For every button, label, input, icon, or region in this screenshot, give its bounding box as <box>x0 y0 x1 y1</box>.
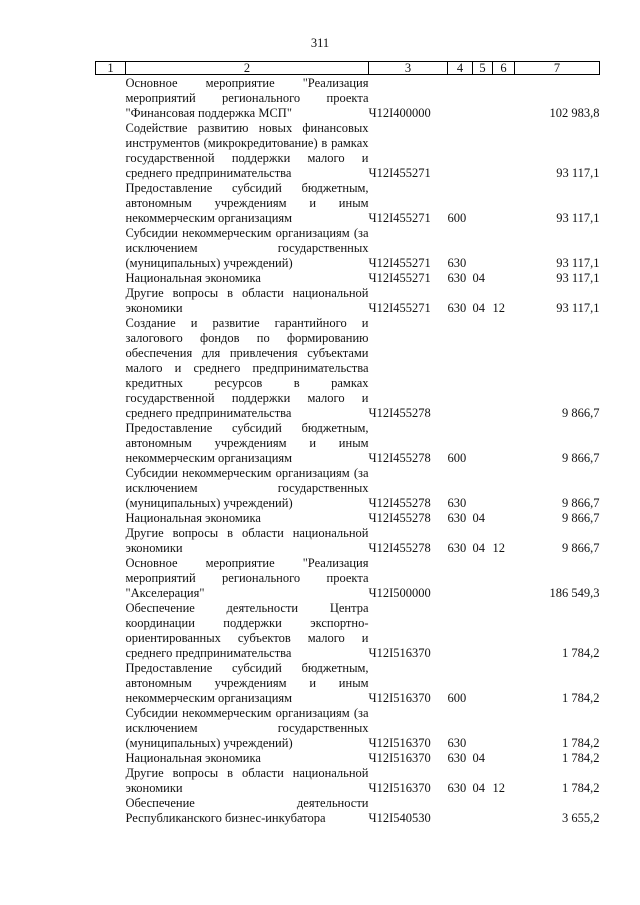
row-target-code: Ч12I455278 <box>368 451 431 465</box>
row-subsection <box>493 271 515 286</box>
row-subsection <box>493 121 515 181</box>
row-target-code: Ч12I540530 <box>368 811 431 825</box>
row-name: Обеспечение деятельности Республиканского бизнес-инкубатора <box>125 796 369 825</box>
row-name: Обеспечение деятельности Центра координации поддержки экспортно-ориентированных субъектов малого и среднего предпринимательства <box>125 601 369 660</box>
row-subsection <box>493 601 515 661</box>
table-row <box>96 316 600 421</box>
row-target-code: Ч12I516370 <box>368 691 431 705</box>
row-expense-type: 630 <box>447 736 467 750</box>
table-row <box>96 511 600 526</box>
row-section <box>473 181 493 226</box>
row-target-code: Ч12I455271 <box>368 166 431 180</box>
header-col-2: 2 <box>126 62 369 75</box>
table-row <box>96 661 600 706</box>
row-name: Национальная экономика <box>125 751 261 765</box>
row-amount: 93 117,1 <box>556 166 600 180</box>
row-expense-type: 630 <box>447 496 467 510</box>
row-amount: 93 117,1 <box>556 256 600 270</box>
row-amount: 1 784,2 <box>562 736 600 750</box>
row-subsection <box>493 181 515 226</box>
row-amount: 93 117,1 <box>556 271 600 285</box>
row-target-code: Ч12I455271 <box>368 271 431 285</box>
row-expense-type: 630 <box>447 256 467 270</box>
row-expense-type <box>448 121 473 181</box>
row-section <box>473 421 493 466</box>
row-subsection <box>493 796 515 826</box>
row-amount: 9 866,7 <box>562 511 600 525</box>
row-amount: 9 866,7 <box>562 451 600 465</box>
row-target-code: Ч12I455278 <box>368 496 431 510</box>
row-subsection <box>493 661 515 706</box>
row-name: Содействие развитию новых финансовых инструментов (микрокредитование) в рамках государственной поддержки малого и среднего предпринимательства <box>125 121 369 180</box>
row-subsection <box>493 226 515 271</box>
row-target-code: Ч12I500000 <box>368 586 431 600</box>
header-col-6: 6 <box>493 62 515 75</box>
row-name: Основное мероприятие "Реализация мероприятий регионального проекта "Акселерация" <box>125 556 369 600</box>
table-header <box>96 62 600 75</box>
row-expense-type: 630 <box>447 271 467 285</box>
table-row <box>96 601 600 661</box>
header-col-5: 5 <box>473 62 493 75</box>
row-subsection <box>493 706 515 751</box>
row-amount: 1 784,2 <box>562 691 600 705</box>
page-number: 311 <box>310 36 330 50</box>
row-section <box>473 466 493 511</box>
row-subsection <box>493 556 515 601</box>
row-section: 04 <box>472 511 485 525</box>
row-section <box>473 75 493 122</box>
row-subsection: 12 <box>492 541 505 555</box>
row-name: Национальная экономика <box>125 511 261 525</box>
row-name: Другие вопросы в области национальной экономики <box>125 526 369 555</box>
row-expense-type: 600 <box>447 211 467 225</box>
row-amount: 9 866,7 <box>562 541 600 555</box>
row-name: Основное мероприятие "Реализация мероприятий регионального проекта "Финансовая поддержка МСП" <box>125 76 369 120</box>
table-row <box>96 121 600 181</box>
row-target-code: Ч12I455271 <box>368 301 431 315</box>
row-amount: 9 866,7 <box>562 406 600 420</box>
table-row <box>96 751 600 766</box>
header-col-3: 3 <box>369 62 448 75</box>
row-expense-type <box>448 75 473 122</box>
table-row <box>96 706 600 751</box>
table-row <box>96 271 600 286</box>
row-expense-type <box>448 796 473 826</box>
table-row <box>96 75 600 122</box>
row-subsection <box>493 75 515 122</box>
row-name: Национальная экономика <box>125 271 261 285</box>
row-section <box>473 556 493 601</box>
row-section <box>473 796 493 826</box>
row-subsection <box>493 751 515 766</box>
header-col-1: 1 <box>96 62 126 75</box>
table-row <box>96 286 600 316</box>
row-target-code: Ч12I455271 <box>368 211 431 225</box>
row-section <box>473 316 493 421</box>
row-target-code: Ч12I455278 <box>368 541 431 555</box>
row-subsection <box>493 421 515 466</box>
row-expense-type <box>448 556 473 601</box>
row-expense-type: 630 <box>447 541 467 555</box>
header-col-7: 7 <box>515 62 600 75</box>
row-target-code: Ч12I455271 <box>368 256 431 270</box>
budget-table <box>95 61 600 826</box>
row-subsection <box>493 316 515 421</box>
row-name: Предоставление субсидий бюджетным, автономным учреждениям и иным некоммерческим организациям <box>125 661 369 705</box>
row-target-code: Ч12I516370 <box>368 781 431 795</box>
row-expense-type: 630 <box>447 511 467 525</box>
row-section: 04 <box>472 301 485 315</box>
row-name: Другие вопросы в области национальной экономики <box>125 286 369 315</box>
row-section: 04 <box>472 751 485 765</box>
row-section <box>473 706 493 751</box>
row-name: Субсидии некоммерческим организациям (за исключением государственных (муниципальных) учреждений) <box>125 706 369 750</box>
row-name: Субсидии некоммерческим организациям (за исключением государственных (муниципальных) учреждений) <box>125 466 369 510</box>
row-amount: 1 784,2 <box>562 751 600 765</box>
row-section <box>473 121 493 181</box>
row-target-code: Ч12I516370 <box>368 751 431 765</box>
row-amount: 102 983,8 <box>549 106 600 120</box>
row-section: 04 <box>472 541 485 555</box>
row-expense-type: 600 <box>447 451 467 465</box>
table-row <box>96 766 600 796</box>
row-amount: 1 784,2 <box>562 781 600 795</box>
row-section: 04 <box>472 781 485 795</box>
row-name: Субсидии некоммерческим организациям (за исключением государственных (муниципальных) учреждений) <box>125 226 369 270</box>
row-target-code: Ч12I516370 <box>368 646 431 660</box>
row-amount: 93 117,1 <box>556 301 600 315</box>
row-amount: 3 655,2 <box>562 811 600 825</box>
row-target-code: Ч12I400000 <box>368 106 431 120</box>
row-expense-type: 600 <box>447 691 467 705</box>
row-expense-type: 630 <box>447 781 467 795</box>
row-expense-type <box>448 316 473 421</box>
table-row <box>96 181 600 226</box>
row-amount: 93 117,1 <box>556 211 600 225</box>
table-header-row <box>96 62 600 75</box>
row-subsection: 12 <box>492 781 505 795</box>
row-expense-type: 630 <box>447 301 467 315</box>
header-col-4: 4 <box>448 62 473 75</box>
table-body <box>96 75 600 827</box>
row-amount: 186 549,3 <box>549 586 600 600</box>
row-section <box>473 226 493 271</box>
table-row <box>96 226 600 271</box>
row-amount: 9 866,7 <box>562 496 600 510</box>
table-row <box>96 526 600 556</box>
row-expense-type: 630 <box>447 751 467 765</box>
row-subsection <box>493 466 515 511</box>
row-amount: 1 784,2 <box>562 646 600 660</box>
row-name: Предоставление субсидий бюджетным, автономным учреждениям и иным некоммерческим организациям <box>125 181 369 225</box>
row-target-code: Ч12I455278 <box>368 511 431 525</box>
row-expense-type <box>448 601 473 661</box>
row-name: Предоставление субсидий бюджетным, автономным учреждениям и иным некоммерческим организациям <box>125 421 369 465</box>
row-name: Создание и развитие гарантийного и залогового фондов по формированию обеспечения для привлечения субъектами малого и среднего предпринимательства кредитных ресурсов в рамках государственной поддержки малого и среднего предпринимательства <box>125 316 369 420</box>
row-section <box>473 601 493 661</box>
table-row <box>96 421 600 466</box>
row-target-code: Ч12I455278 <box>368 406 431 420</box>
row-subsection: 12 <box>492 301 505 315</box>
row-section: 04 <box>472 271 485 285</box>
table-row <box>96 796 600 826</box>
row-subsection <box>493 511 515 526</box>
row-target-code: Ч12I516370 <box>368 736 431 750</box>
table-row <box>96 466 600 511</box>
row-name: Другие вопросы в области национальной экономики <box>125 766 369 795</box>
row-section <box>473 661 493 706</box>
table-row <box>96 556 600 601</box>
